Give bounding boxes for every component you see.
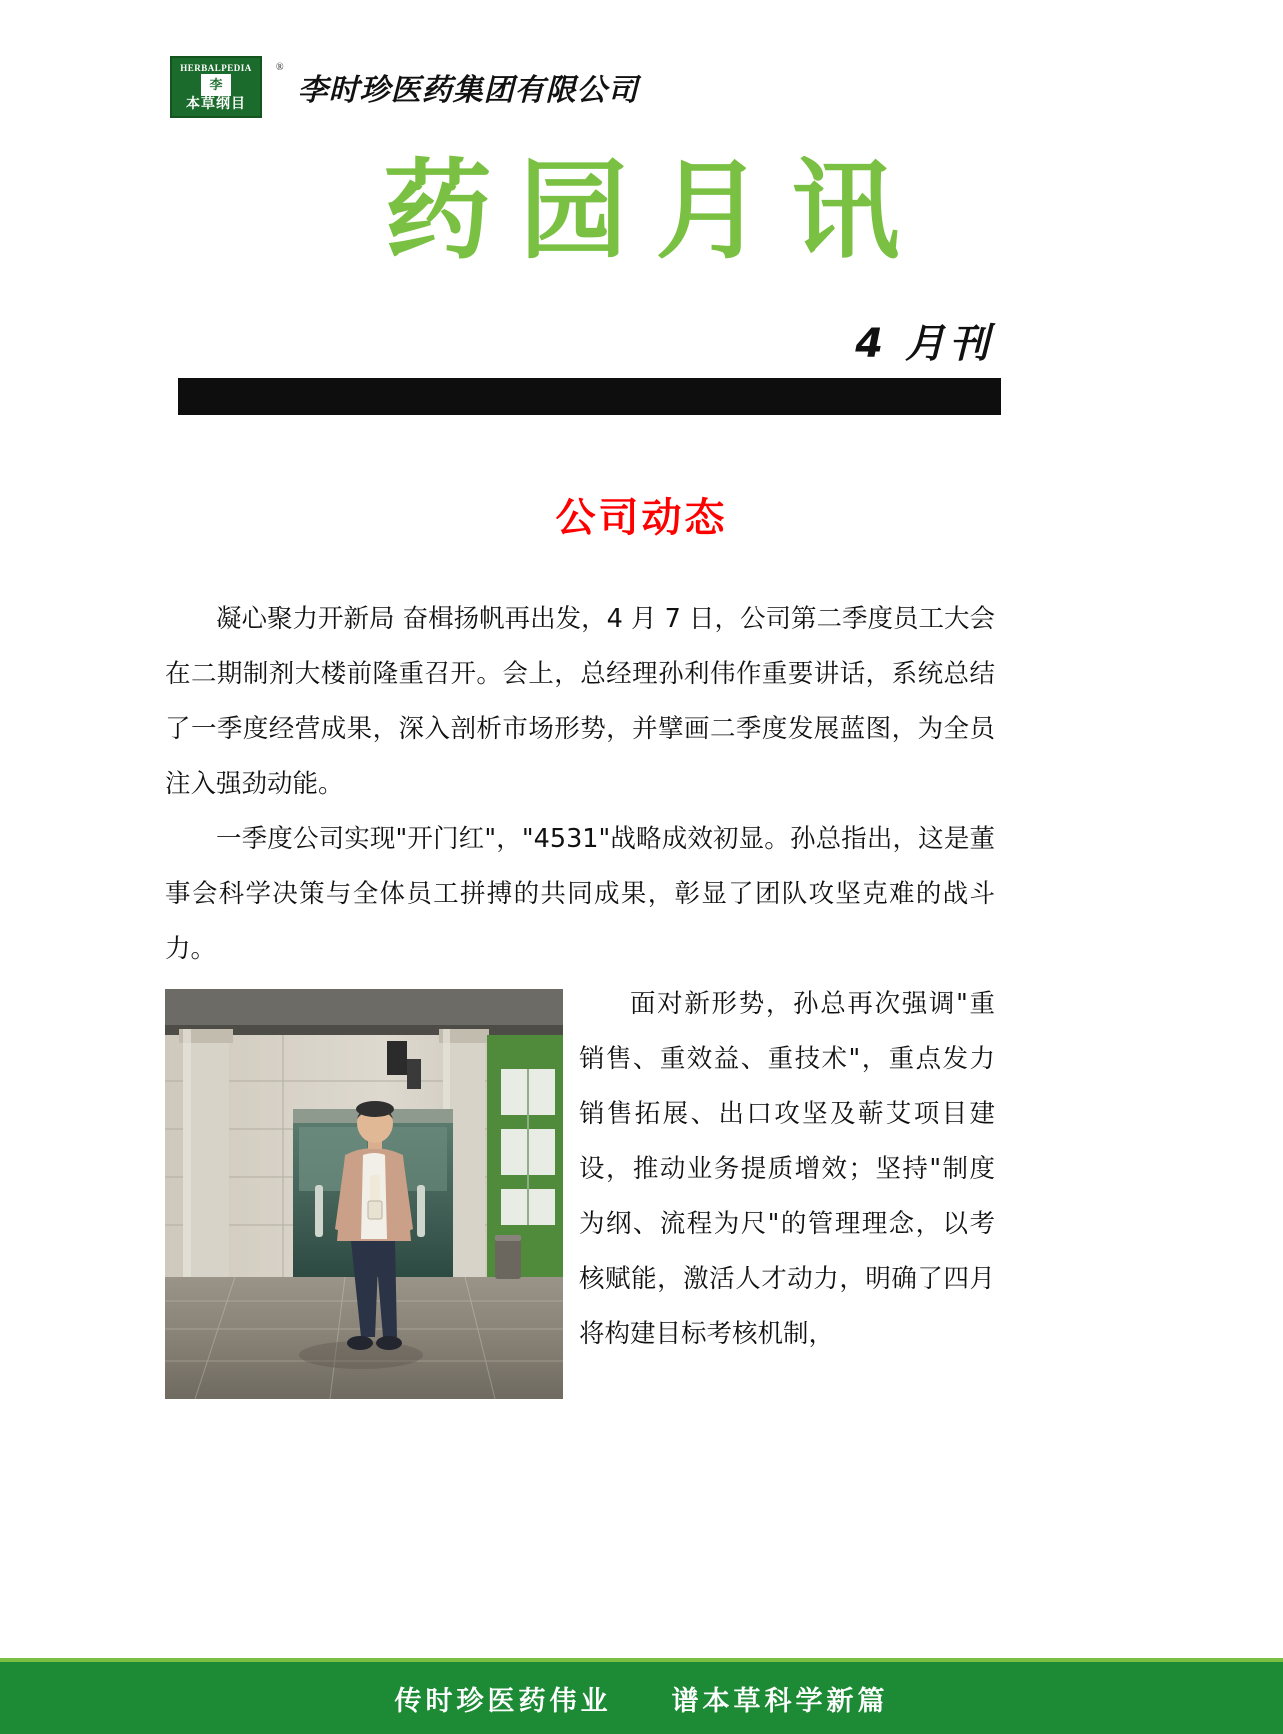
masthead-logo-row (170, 56, 639, 118)
article-photo (165, 989, 563, 1399)
logo-latin-text: HERBALPEDIA (180, 62, 252, 73)
footer-slogan-left: 传时珍医药伟业 (394, 1685, 612, 1717)
logo-chinese-text: 本草纲目 (186, 95, 246, 112)
registered-trademark-icon: ® (276, 62, 284, 73)
issue-label: 4 月刊 (855, 321, 993, 367)
herbalpedia-logo-icon (170, 56, 262, 118)
footer-bar (0, 1662, 1283, 1734)
footer-slogan-right: 谱本草科学新篇 (671, 1685, 889, 1717)
page-title: 药园月讯 (383, 149, 928, 274)
section-heading: 公司动态 (555, 495, 728, 541)
header-divider (178, 378, 1001, 415)
article-body (165, 592, 995, 1405)
logo-seal-icon: 李 (201, 74, 231, 96)
company-name: 李时珍医药集团有限公司 (297, 73, 639, 108)
article-paragraph: 一季度公司实现"开门红"，"4531"战略成效初显。孙总指出，这是董事会科学决策与全体员工拼搏的共同成果，彰显了团队攻坚克难的战斗力。 (165, 824, 995, 964)
article-paragraph: 凝心聚力开新局 奋楫扬帆再出发，4 月 7 日，公司第二季度员工大会在二期制剂大楼前隆重召开。会上，总经理孙利伟作重要讲话，系统总结了一季度经营成果，深入剖析市场形势，并擘画二季度发展蓝图，为全员注入强劲动能。 (165, 604, 995, 799)
article-paragraph: 面对新形势，孙总再次强调"重销售、重效益、重技术"，重点发力销售拓展、出口攻坚及蕲艾项目建设，推动业务提质增效；坚持"制度为纲、流程为尺"的管理理念，以考核赋能，激活人才动力，明确了四月将构建目标考核机制， (579, 989, 995, 1349)
